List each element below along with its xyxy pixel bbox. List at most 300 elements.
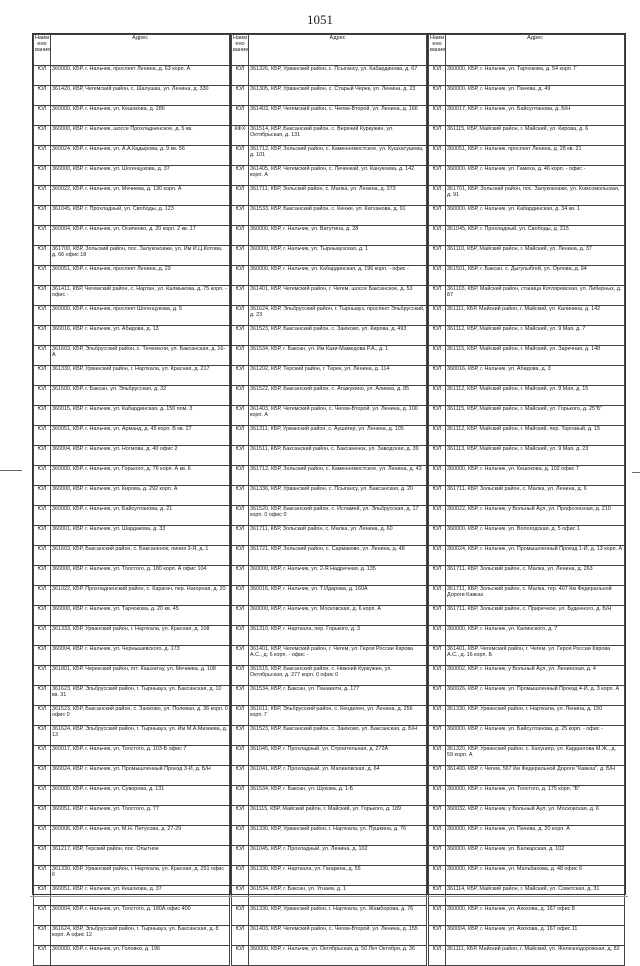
table-row bbox=[34, 206, 230, 226]
header-type: Наим ено вание bbox=[34, 35, 51, 66]
entity-type-cell: ЮЛ bbox=[34, 306, 51, 326]
address-cell: 361041, КБР, г. Прохладный, ул. Малиновская, д. 64 bbox=[249, 766, 427, 786]
entity-type-cell: КФХ bbox=[232, 126, 249, 146]
entity-type-cell: ЮЛ bbox=[429, 866, 446, 886]
address-cell: 361112, КБР, Майский район, г. Майский, ул. 9 Мая, д. 7 bbox=[446, 326, 625, 346]
entity-type-cell: ЮЛ bbox=[429, 586, 446, 606]
entity-type-cell: ЮЛ bbox=[232, 306, 249, 326]
address-cell: 361603, КБР, Эльбрусский район, с. Тегенекли, ул. Баксанская, д. 16-А bbox=[51, 346, 230, 366]
address-cell: 360006, КБР, г. Нальчик, ул. М.Н. Петусова, д. 27-29 bbox=[51, 826, 230, 846]
table-row bbox=[232, 706, 427, 726]
address-cell: 360000, КБР, г. Нальчик, ул. Октябрьская, д. 50 Лет Октября, д. 36 bbox=[249, 946, 427, 966]
address-cell: 360000, КБР, г. Нальчик, ул. Мальбахова, д. 48 офис 6 bbox=[446, 866, 625, 886]
entity-type-cell: ЮЛ bbox=[34, 546, 51, 566]
column-3 bbox=[427, 33, 626, 952]
address-cell: 361405, КБР, Чегемский район, с. Лечинкай, ул. Канукоева, д. 142 корп. А bbox=[249, 166, 427, 186]
address-cell: 361611, КБР, Эльбрусский район, с. Кенделен, ул. Ленина, д. 256 корп. Г bbox=[249, 706, 427, 726]
table-row bbox=[232, 126, 427, 146]
entity-type-cell: ЮЛ bbox=[232, 246, 249, 266]
table-row bbox=[429, 946, 625, 966]
address-cell: 360002, КБР, г. Нальчик, у Вольный Аул, ул. Ленинская, д. 4 bbox=[446, 666, 625, 686]
address-cell: 360000, КБР, г. Нальчик, ул. Кабардинская, д. 34 кв. 1 bbox=[446, 206, 625, 226]
entity-type-cell: ЮЛ bbox=[429, 286, 446, 306]
address-cell: 360000, КБР, г. Нальчик, проспект Шогенцукова, д. 5 bbox=[51, 306, 230, 326]
table-row bbox=[429, 506, 625, 526]
entity-type-cell: ЮЛ bbox=[34, 746, 51, 766]
entity-type-cell: ЮЛ bbox=[232, 446, 249, 466]
table-row bbox=[232, 326, 427, 346]
table-row bbox=[232, 926, 427, 946]
table-row bbox=[34, 926, 230, 946]
entity-type-cell: ЮЛ bbox=[429, 326, 446, 346]
address-cell: 360000, КБР, г. Нальчик, ул. Балкарская, д. 102 bbox=[446, 846, 625, 866]
table-row bbox=[429, 786, 625, 806]
entity-type-cell: ЮЛ bbox=[34, 326, 51, 346]
address-cell: 360004, КБР, г. Нальчик, ул. Осипенко, д. 20 корп. 2 кв. 17 bbox=[51, 226, 230, 246]
table-row bbox=[34, 906, 230, 926]
address-cell: 361330, КБР, Урванский район, г. Нарткала, ул. Жамборова, д. 76 bbox=[249, 906, 427, 926]
address-cell: 361801, КБР, Черекский район, пгт. Кашхатау, ул. Мечиева, д. 108 bbox=[51, 666, 230, 686]
entity-type-cell: ЮЛ bbox=[232, 586, 249, 606]
entity-type-cell: ЮЛ bbox=[34, 426, 51, 446]
table-row bbox=[232, 246, 427, 266]
table-row bbox=[34, 486, 230, 506]
table-row bbox=[232, 746, 427, 766]
address-cell: 361411, КБР, Чегемский район, с. Нартан, ул. Калмыкова, д. 75 корп. - офис - bbox=[51, 286, 230, 306]
entity-type-cell: ЮЛ bbox=[34, 606, 51, 626]
entity-type-cell: ЮЛ bbox=[232, 486, 249, 506]
entity-type-cell: ЮЛ bbox=[34, 626, 51, 646]
address-cell: 361202, КБР, Терский район, г. Терек, ул. Ленина, д. 114 bbox=[249, 366, 427, 386]
entity-type-cell: ЮЛ bbox=[34, 926, 51, 946]
entity-type-cell: ЮЛ bbox=[34, 246, 51, 266]
address-cell: 361305, КБР, Урванский район, с. Старый Черек, ул. Ленина, д. 23 bbox=[249, 86, 427, 106]
entity-type-cell: ЮЛ bbox=[429, 506, 446, 526]
entity-type-cell: ЮЛ bbox=[429, 726, 446, 746]
address-cell: 361217, КБР, Терский район, пос. Опытное bbox=[51, 846, 230, 866]
entity-type-cell: ЮЛ bbox=[429, 266, 446, 286]
header-type: Наим ено вание bbox=[232, 35, 249, 66]
table-row bbox=[34, 746, 230, 766]
entity-type-cell: ЮЛ bbox=[34, 766, 51, 786]
entity-type-cell: ЮЛ bbox=[34, 446, 51, 466]
address-cell: 360000, КБР, г. Нальчик, ул. Калинского, д. 7 bbox=[446, 626, 625, 646]
address-cell: 361711, КБР, Зольский район, с. Приречное, ул. Буденного, д. Б/Н bbox=[446, 606, 625, 626]
address-cell: 360000, КБР, г. Нальчик, ул. Головко, д. 196 bbox=[51, 946, 230, 966]
table-row bbox=[429, 566, 625, 586]
table-row bbox=[232, 186, 427, 206]
entity-type-cell: ЮЛ bbox=[34, 946, 51, 966]
address-cell: 361115, КБР, Майский район, г. Майский, ул. Горького, д. 189 bbox=[249, 806, 427, 826]
table-row bbox=[232, 946, 427, 966]
entity-type-cell: ЮЛ bbox=[232, 346, 249, 366]
table-row bbox=[34, 226, 230, 246]
entity-type-cell: ЮЛ bbox=[429, 406, 446, 426]
entity-type-cell: ЮЛ bbox=[34, 346, 51, 366]
table-row bbox=[34, 106, 230, 126]
header-address: Адрес bbox=[51, 35, 230, 66]
entity-type-cell: ЮЛ bbox=[232, 206, 249, 226]
table-row bbox=[232, 586, 427, 606]
entity-type-cell: ЮЛ bbox=[232, 326, 249, 346]
address-cell: 360032, КБР, г. Нальчик, у Вольный Аул, ул. Московская, д. 6 bbox=[446, 806, 625, 826]
entity-type-cell: ЮЛ bbox=[232, 426, 249, 446]
address-cell: 361711, КБР, Зольский район, с. Малка, ул. Ленина, д. 373 bbox=[249, 186, 427, 206]
table-row bbox=[34, 946, 230, 966]
address-cell: 361623, КБР, Эльбрусский район, г. Тырныауз, ул. Баксанская, д. 10 кв. 31 bbox=[51, 686, 230, 706]
entity-type-cell: ЮЛ bbox=[429, 666, 446, 686]
entity-type-cell: ЮЛ bbox=[34, 906, 51, 926]
entity-type-cell: ЮЛ bbox=[232, 386, 249, 406]
table-row bbox=[429, 426, 625, 446]
table-row bbox=[232, 66, 427, 86]
address-cell: 360024, КБР, г. Нальчик, ул. Промышленный Проезд 3-Й, д. Б/Н bbox=[51, 766, 230, 786]
entity-type-cell: ЮЛ bbox=[232, 226, 249, 246]
address-cell: 361711, КБР, Зольский район, с. Малка, тер. 407 Км Федеральной Дороги Кавказ bbox=[446, 586, 625, 606]
table-row bbox=[429, 346, 625, 366]
address-cell: 360000, КБР, г. Нальчик, ул. Кирова, д. 292 корп. А bbox=[51, 486, 230, 506]
table-row bbox=[429, 586, 625, 606]
address-cell: 361624, КБР, Эльбрусский район, г. Тырныауз, ул. Им М.А.Мизиева, д. 13 bbox=[51, 726, 230, 746]
table-row bbox=[34, 646, 230, 666]
entity-type-cell: ЮЛ bbox=[429, 686, 446, 706]
table-row bbox=[429, 86, 625, 106]
address-cell: 360051, КБР, г. Нальчик, ул. Кешокова, д. 37 bbox=[51, 886, 230, 906]
entity-type-cell: ЮЛ bbox=[429, 226, 446, 246]
address-cell: 361522, КБР, Баксанский район, с. Атажукино, ул. Алиева, д. 85 bbox=[249, 386, 427, 406]
address-cell: 360000, КБР, г. Нальчик, ул. Шогенцукова, д. 37 bbox=[51, 166, 230, 186]
address-cell: 361320, КБР, Урванский район, с. Кахунигр, ул. Кардангова М.Ж., д. 59 корп. А bbox=[446, 746, 625, 766]
entity-type-cell: ЮЛ bbox=[232, 766, 249, 786]
entity-type-cell: ЮЛ bbox=[429, 786, 446, 806]
address-cell: 361712, КБР, Зольский район, с. Каменномостское, ул. Кушхатушева, д. 101 bbox=[249, 146, 427, 166]
table-row bbox=[34, 446, 230, 466]
address-cell: 360017, КБР, г. Нальчик, ул. Байсултанова, д. Б/Н bbox=[446, 106, 625, 126]
entity-type-cell: ЮЛ bbox=[429, 446, 446, 466]
entity-type-cell: ЮЛ bbox=[34, 86, 51, 106]
table-row bbox=[232, 506, 427, 526]
address-cell: 360016, КБР, г. Нальчик, ул. Абидова, д. 13 bbox=[51, 326, 230, 346]
address-cell: 361712, КБР, Зольский район, с. Каменномостское, ул. Ленина, д. 43 bbox=[249, 466, 427, 486]
address-cell: 360016, КБР, г. Нальчик, ул. Абидова, д. 3 bbox=[446, 366, 625, 386]
address-cell: 360000, КБР, г. Нальчик, шоссе Прохладненское, д. 5 кв. bbox=[51, 126, 230, 146]
table-row bbox=[232, 826, 427, 846]
entity-type-cell: ЮЛ bbox=[232, 946, 249, 966]
address-cell: 361330, КБР, Урванский район, г. Нарткала, ул. Ленина, д. 150 bbox=[446, 706, 625, 726]
table-row bbox=[232, 906, 427, 926]
table-row bbox=[34, 806, 230, 826]
address-cell: 361333, КБР, Урванский район, г. Нарткала, ул. Красная, д. 108 bbox=[51, 626, 230, 646]
address-cell: 360024, КБР, г. Нальчик, ул. А.А.Кадырова, д. 9 кв. 56 bbox=[51, 146, 230, 166]
table-row bbox=[429, 66, 625, 86]
address-cell: 360051, КБР, г. Нальчик, проспект Ленина, д. 29 bbox=[51, 266, 230, 286]
table-row bbox=[34, 286, 230, 306]
table-row bbox=[34, 706, 230, 726]
table-row bbox=[34, 266, 230, 286]
address-cell: 361115, КБР, Майский район, г. Майский, ул. Кирова, д. 6 bbox=[446, 126, 625, 146]
entity-type-cell: ЮЛ bbox=[232, 106, 249, 126]
entity-type-cell: ЮЛ bbox=[34, 726, 51, 746]
address-table-3 bbox=[428, 34, 625, 966]
address-cell: 360000, КБР, г. Нальчик, проспект Ленина, д. 63 корп. А bbox=[51, 66, 230, 86]
address-cell: 361700, КБР, Зольский район, пос. Залукокоаже, ул. Им И.Ц.Котова, д. 66 офис 18 bbox=[51, 246, 230, 266]
entity-type-cell: ЮЛ bbox=[429, 566, 446, 586]
entity-type-cell: ЮЛ bbox=[232, 506, 249, 526]
address-cell: 360022, КБР, г. Нальчик, у Вольный Аул, ул. Профсоюзная, д. 210 bbox=[446, 506, 625, 526]
table-row bbox=[232, 626, 427, 646]
table-row bbox=[429, 926, 625, 946]
address-table-2 bbox=[231, 34, 427, 966]
entity-type-cell: ЮЛ bbox=[232, 826, 249, 846]
entity-type-cell: ЮЛ bbox=[429, 466, 446, 486]
entity-type-cell: ЮЛ bbox=[232, 606, 249, 626]
entity-type-cell: ЮЛ bbox=[34, 186, 51, 206]
table-row bbox=[429, 866, 625, 886]
table-row bbox=[232, 766, 427, 786]
scan-mark-left bbox=[0, 470, 22, 471]
address-cell: 360000, КБР, г. Нальчик, ул. Тырныаузская, д. 1 bbox=[249, 246, 427, 266]
table-row bbox=[34, 846, 230, 866]
table-row bbox=[34, 626, 230, 646]
entity-type-cell: ЮЛ bbox=[429, 306, 446, 326]
address-cell: 360022, КБР, г. Нальчик, ул. Мечиева, д. 130 корп. А bbox=[51, 186, 230, 206]
entity-type-cell: ЮЛ bbox=[232, 746, 249, 766]
table-row bbox=[34, 86, 230, 106]
entity-type-cell: ЮЛ bbox=[34, 666, 51, 686]
table-row bbox=[429, 466, 625, 486]
entity-type-cell: ЮЛ bbox=[429, 206, 446, 226]
table-row bbox=[232, 786, 427, 806]
table-row bbox=[34, 686, 230, 706]
entity-type-cell: ЮЛ bbox=[429, 846, 446, 866]
table-row bbox=[232, 866, 427, 886]
entity-type-cell: ЮЛ bbox=[232, 366, 249, 386]
table-row bbox=[232, 366, 427, 386]
entity-type-cell: ЮЛ bbox=[429, 926, 446, 946]
address-cell: 360015, КБР, г. Нальчик, ул. Кабардинская, д. 150 пом. 3 bbox=[51, 406, 230, 426]
table-row bbox=[34, 366, 230, 386]
table-row bbox=[429, 826, 625, 846]
table-row bbox=[232, 606, 427, 626]
address-cell: 361330, КБР, Урванский район, г. Нарткала, ул. Пушкина, д. 76 bbox=[249, 826, 427, 846]
address-cell: 361310, КБР, г. Нарткала, пер. Горького, д. 3 bbox=[249, 626, 427, 646]
address-cell: 361110, КБР, Майский район, г. Майский, ул. Ленина, д. 37 bbox=[446, 246, 625, 266]
entity-type-cell: ЮЛ bbox=[232, 146, 249, 166]
table-row bbox=[34, 566, 230, 586]
address-cell: 361701, КБР, Зольский район, пос. Залукокоаже, ул. Комсомольская, д. 91 bbox=[446, 186, 625, 206]
table-row bbox=[232, 446, 427, 466]
table-row bbox=[232, 386, 427, 406]
entity-type-cell: ЮЛ bbox=[429, 626, 446, 646]
address-cell: 361520, КБР, Баксанский район, с. Исламей, ул. Эльбрусская, д. 17 корп. 0 офис 0 bbox=[249, 506, 427, 526]
table-row bbox=[429, 406, 625, 426]
entity-type-cell: ЮЛ bbox=[429, 946, 446, 966]
table-row bbox=[34, 66, 230, 86]
address-cell: 360000, КБР, г. Нальчик, ул. Кабардинская, д. 196 корп. - офис - bbox=[249, 266, 427, 286]
entity-type-cell: ЮЛ bbox=[232, 286, 249, 306]
entity-type-cell: ЮЛ bbox=[34, 826, 51, 846]
address-cell: 361624, КБР, Эльбрусский район, г. Тырныауз, проспект Эльбрусский, д. 23 bbox=[249, 306, 427, 326]
table-row bbox=[429, 366, 625, 386]
entity-type-cell: ЮЛ bbox=[232, 566, 249, 586]
entity-type-cell: ЮЛ bbox=[429, 486, 446, 506]
table-row bbox=[34, 166, 230, 186]
entity-type-cell: ЮЛ bbox=[429, 346, 446, 366]
address-cell: 361401, КБР, Чегемский район, г. Чегем, ул. Героя России Кярова А.С., д. 6 корп. - офис - bbox=[249, 646, 427, 666]
header-address: Адрес bbox=[249, 35, 427, 66]
table-row bbox=[429, 746, 625, 766]
entity-type-cell: ЮЛ bbox=[232, 166, 249, 186]
address-cell: 361523, КБР, Баксанский район, с. Заюково, ул. Полевая, д. 36 корп. 0 офис 0 bbox=[51, 706, 230, 726]
entity-type-cell: ЮЛ bbox=[429, 806, 446, 826]
address-cell: 361403, КБР, Чегемский район, с. Чегем-Второй, ул. Ленина, д. 166 bbox=[249, 106, 427, 126]
address-cell: 361022, КБР, Прохладненский район, с. Карагач, пер. Нагорная, д. 20 bbox=[51, 586, 230, 606]
entity-type-cell: ЮЛ bbox=[232, 726, 249, 746]
entity-type-cell: ЮЛ bbox=[232, 546, 249, 566]
entity-type-cell: ЮЛ bbox=[34, 866, 51, 886]
table-row bbox=[34, 126, 230, 146]
entity-type-cell: ЮЛ bbox=[232, 866, 249, 886]
table-row bbox=[429, 806, 625, 826]
table-row bbox=[34, 326, 230, 346]
entity-type-cell: ЮЛ bbox=[232, 466, 249, 486]
table-row bbox=[34, 246, 230, 266]
address-cell: 361045, КБР, г. Прохладный, ул. Ленина, д. 102 bbox=[249, 846, 427, 866]
table-row bbox=[232, 806, 427, 826]
address-cell: 361501, КБР, г. Баксан, с. Дыгулыбгей, ул. Орлова, д. 94 bbox=[446, 266, 625, 286]
page-number: 1051 bbox=[307, 12, 333, 27]
entity-type-cell: ЮЛ bbox=[34, 486, 51, 506]
table-row bbox=[232, 106, 427, 126]
entity-type-cell: ЮЛ bbox=[429, 646, 446, 666]
address-cell: 361711, КБР, Зольский район, с. Малка, ул. Ленина, д. 60 bbox=[249, 526, 427, 546]
address-cell: 361115, КБР, Майский район, г. Майский, ул. Горького, д. 25"Б" bbox=[446, 406, 625, 426]
address-cell: 361330, КБР, г. Нарткала, ул. Гагарина, д. 55 bbox=[249, 866, 427, 886]
table-row bbox=[429, 266, 625, 286]
entity-type-cell: ЮЛ bbox=[34, 806, 51, 826]
table-row bbox=[429, 146, 625, 166]
entity-type-cell: ЮЛ bbox=[232, 806, 249, 826]
entity-type-cell: ЮЛ bbox=[34, 506, 51, 526]
column-1 bbox=[32, 33, 231, 952]
address-cell: 360000, КБР, г. Нальчик, ул. Кешокова, д. 286 bbox=[51, 106, 230, 126]
entity-type-cell: ЮЛ bbox=[34, 686, 51, 706]
entity-type-cell: ЮЛ bbox=[232, 706, 249, 726]
entity-type-cell: ЮЛ bbox=[34, 386, 51, 406]
address-cell: 361523, КБР, Баксанский район, с. Заюково, ул. Кирова, д. 493 bbox=[249, 326, 427, 346]
address-cell: 361534, КБР, г. Баксан, ул. Шукова, д. 1-Б bbox=[249, 786, 427, 806]
table-row bbox=[429, 906, 625, 926]
table-row bbox=[429, 706, 625, 726]
address-cell: 360051, КБР, г. Нальчик, проспект Ленина, д. 28 кв. 21 bbox=[446, 146, 625, 166]
table-row bbox=[34, 146, 230, 166]
entity-type-cell: ЮЛ bbox=[232, 906, 249, 926]
address-cell: 360004, КБР, г. Нальчик, ул. Чернышевского, д. 173 bbox=[51, 646, 230, 666]
table-row bbox=[34, 666, 230, 686]
table-row bbox=[429, 526, 625, 546]
address-cell: 361111, КБР, Майский район, г. Майский, ул. Железнодорожная, д. 82 bbox=[446, 946, 625, 966]
table-row bbox=[429, 666, 625, 686]
table-row bbox=[232, 526, 427, 546]
address-cell: 360000, КБР, г. Нальчик, ул. Гамеха, д. 46 корп. - офис - bbox=[446, 166, 625, 186]
table-row bbox=[429, 686, 625, 706]
address-cell: 361534, КБР, г. Баксан, ул. Панаиоти, д. 177 bbox=[249, 686, 427, 706]
address-cell: 361533, КБР, Баксанский район, с. Кенже, ул. Катханова, д. 91 bbox=[249, 206, 427, 226]
address-cell: 361403, КБР, Чегемский район, с. Чегем-Второй, ул. Ленина, д. 155 bbox=[249, 926, 427, 946]
table-row bbox=[429, 446, 625, 466]
table-row bbox=[232, 546, 427, 566]
entity-type-cell: ЮЛ bbox=[34, 706, 51, 726]
table-row bbox=[34, 466, 230, 486]
table-row bbox=[34, 866, 230, 886]
entity-type-cell: ЮЛ bbox=[429, 606, 446, 626]
entity-type-cell: ЮЛ bbox=[34, 466, 51, 486]
address-cell: 360051, КБР, г. Нальчик, ул. Толстого, д. 77 bbox=[51, 806, 230, 826]
table-row bbox=[232, 166, 427, 186]
address-cell: 361711, КБР, Зольский район, с. Малка, ул. Ленина, д. 263 bbox=[446, 566, 625, 586]
table-row bbox=[429, 186, 625, 206]
address-cell: 360000, КБР, г. Нальчик, ул. Байсултанова, д. 25 корп. - офис - bbox=[446, 726, 625, 746]
entity-type-cell: ЮЛ bbox=[34, 526, 51, 546]
address-cell: 361400, КБР, г. Чегем, 567 Км Федеральной Дороги "Кавказ", д. Б/Н bbox=[446, 766, 625, 786]
address-cell: 361112, КБР, Майский район, г. Майский, пер. Торговый, д. 15 bbox=[446, 426, 625, 446]
table-row bbox=[429, 206, 625, 226]
table-row bbox=[232, 846, 427, 866]
table-row bbox=[34, 546, 230, 566]
address-cell: 360000, КБР, г. Нальчик, ул. Суворова, д. 131 bbox=[51, 786, 230, 806]
address-cell: 361113, КБР, Майский район, г. Майский, ул. 9 Мая, д. 23 bbox=[446, 446, 625, 466]
table-row bbox=[232, 466, 427, 486]
table-row bbox=[232, 686, 427, 706]
table-row bbox=[34, 386, 230, 406]
entity-type-cell: ЮЛ bbox=[429, 826, 446, 846]
entity-type-cell: ЮЛ bbox=[232, 666, 249, 686]
address-cell: 361330, КБР, Урванский район, г. Нарткала, ул. Красная, д. 251 офис 6 bbox=[51, 866, 230, 886]
entity-type-cell: ЮЛ bbox=[429, 366, 446, 386]
table-row bbox=[232, 406, 427, 426]
entity-type-cell: ЮЛ bbox=[429, 426, 446, 446]
entity-type-cell: ЮЛ bbox=[429, 126, 446, 146]
address-cell: 361515, КБР, Баксанский район, с. Нижний Куркужин, ул. Октябрьская, д. 277 корп. 0 офис 0 bbox=[249, 666, 427, 686]
page-edge bbox=[30, 896, 628, 897]
table-row bbox=[34, 526, 230, 546]
entity-type-cell: ЮЛ bbox=[232, 926, 249, 946]
address-cell: 361330, КБР, Урванский район, г. Нарткала, ул. Красная, д. 217 bbox=[51, 366, 230, 386]
table-row bbox=[34, 726, 230, 746]
table-row bbox=[232, 486, 427, 506]
table-row bbox=[34, 306, 230, 326]
address-cell: 361403, КБР, Чегемский район, с. Чегем-Второй, ул. Ленина, д. 100 корп. А bbox=[249, 406, 427, 426]
entity-type-cell: ЮЛ bbox=[232, 186, 249, 206]
table-row bbox=[232, 566, 427, 586]
address-cell: 360000, КБР, г. Нальчик, ул. Пачева, д. 20 корп. А bbox=[446, 826, 625, 846]
address-cell: 360000, КБР, г. Нальчик, ул. 2-Я Надречная, д. 135 bbox=[249, 566, 427, 586]
address-cell: 360000, КБР, г. Нальчик, ул. Пачева, д. 49 bbox=[446, 86, 625, 106]
table-row bbox=[34, 826, 230, 846]
address-cell: 361420, КБР, Чегемский район, с. Шалушка, ул. Ленина, д. 330 bbox=[51, 86, 230, 106]
entity-type-cell: ЮЛ bbox=[34, 126, 51, 146]
table-row bbox=[34, 506, 230, 526]
entity-type-cell: ЮЛ bbox=[232, 86, 249, 106]
entity-type-cell: ЮЛ bbox=[34, 66, 51, 86]
entity-type-cell: ЮЛ bbox=[429, 106, 446, 126]
address-cell: 360000, КБР, г. Нальчик, ул. Кешокова, д. 102 офис 7 bbox=[446, 466, 625, 486]
table-row bbox=[34, 586, 230, 606]
address-cell: 360000, КБР, г. Нальчик, ул. Горького, д. 76 корп. А кв. 6 bbox=[51, 466, 230, 486]
table-row bbox=[429, 306, 625, 326]
table-row bbox=[34, 766, 230, 786]
entity-type-cell: ЮЛ bbox=[34, 286, 51, 306]
